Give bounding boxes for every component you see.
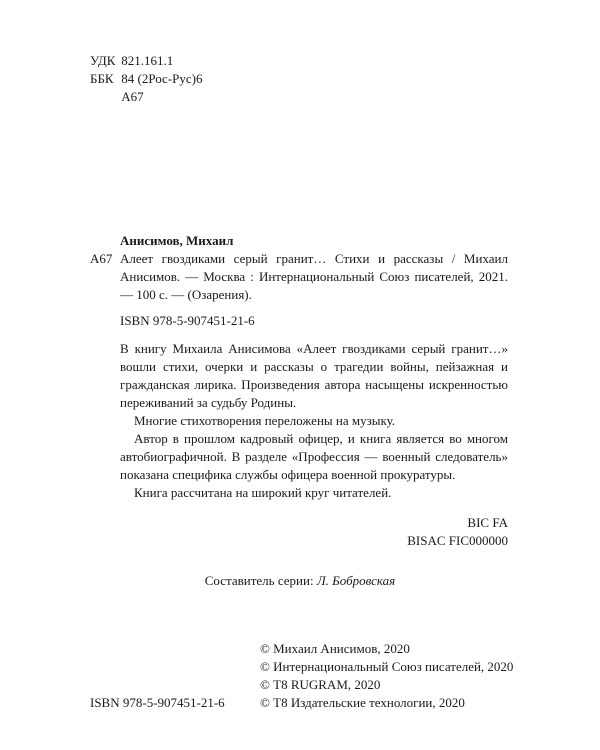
bisac-code: BISAC FIC000000	[407, 533, 508, 548]
udk-key: УДК	[90, 53, 116, 68]
isbn-bottom: ISBN 978-5-907451-21-6	[90, 695, 225, 710]
copyright-block	[260, 640, 513, 712]
author-heading: Анисимов, Михаил	[120, 233, 234, 248]
annotation-paragraph: Автор в прошлом кадровый офицер, и книга является во многом автобиографичной. В разделе «Профессия — военный следователь» показана специфика службы офицера военной прокуратуры.	[120, 431, 508, 482]
bibliographic-description: Алеет гвоздиками серый гранит… Стихи и рассказы / Михаил Анисимов. — Москва : Интернациональный Союз писателей, 2021. — 100 с. — (Озарения).	[120, 251, 508, 302]
author-sign-code: А67	[90, 251, 113, 266]
copyright-line: © Т8 Издательские технологии, 2020	[260, 695, 465, 710]
bbk-value: 84 (2Рос-Рус)6	[121, 71, 203, 86]
copyright-line: © Михаил Анисимов, 2020	[260, 641, 410, 656]
isbn-main: ISBN 978-5-907451-21-6	[120, 313, 255, 328]
udk-row	[90, 52, 173, 70]
series-compiler	[0, 572, 600, 590]
annotation-paragraph: Книга рассчитана на широкий круг читателей.	[134, 485, 392, 500]
bic-code: BIC FA	[467, 515, 508, 530]
annotation	[120, 340, 508, 502]
bbk-row	[90, 70, 203, 88]
author-sign-value: А67	[121, 89, 144, 104]
udk-value: 821.161.1	[121, 53, 174, 68]
author-sign-row	[90, 88, 144, 106]
annotation-paragraph: Многие стихотворения переложены на музыку.	[134, 413, 396, 428]
compiler-name: Л. Бобровская	[316, 573, 396, 588]
annotation-paragraph: В книгу Михаила Анисимова «Алеет гвоздиками серый гранит…» вошли стихи, очерки и рассказы о трагедии войны, пейзажная и гражданская лирика. Произведения автора насыщены искренностью переживаний за судьбу Родины.	[120, 341, 508, 410]
copyright-line: © Интернациональный Союз писателей, 2020	[260, 659, 514, 674]
compiler-label: Составитель серии:	[204, 573, 314, 588]
copyright-line: © Т8 RUGRAM, 2020	[260, 677, 381, 692]
bbk-key: ББК	[90, 71, 114, 86]
